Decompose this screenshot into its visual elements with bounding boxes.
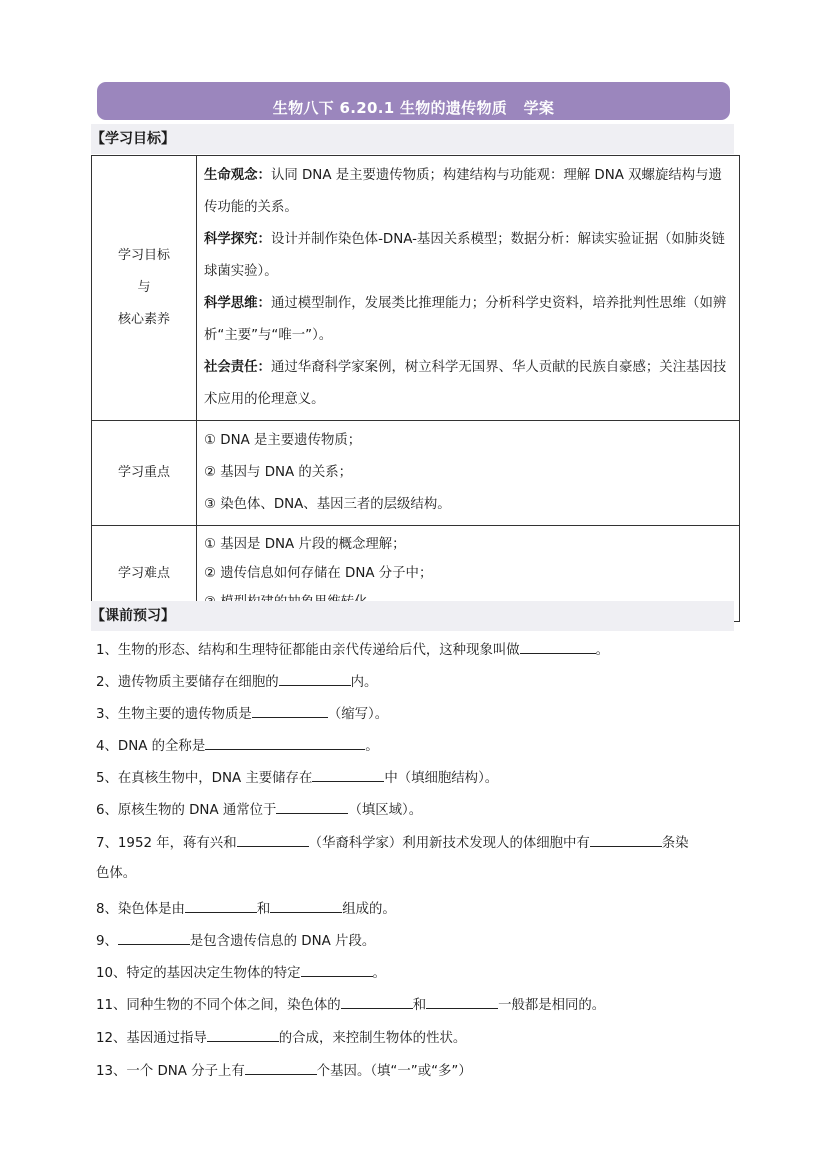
answer-blank[interactable] bbox=[276, 799, 348, 814]
answer-blank[interactable] bbox=[118, 930, 190, 945]
question-10: 10、特定的基因决定生物体的特定 。 bbox=[96, 962, 386, 984]
label-line: 与 bbox=[137, 280, 151, 295]
page-title: 生物八下 6.20.1 生物的遗传物质 学案 bbox=[272, 99, 555, 117]
key-point-item: ③ 染色体、DNA、基因三者的层级结构。 bbox=[204, 497, 451, 512]
key-points-content bbox=[197, 421, 740, 526]
answer-blank[interactable] bbox=[245, 1060, 317, 1075]
question-9: 9、 是包含遗传信息的 DNA 片段。 bbox=[96, 930, 375, 952]
goals-row-key-points bbox=[92, 421, 740, 526]
question-2: 2、遗传物质主要储存在细胞的 内。 bbox=[96, 671, 377, 693]
question-3: 3、生物主要的遗传物质是 （缩写）。 bbox=[96, 703, 388, 725]
answer-blank[interactable] bbox=[279, 671, 351, 686]
answer-blank[interactable] bbox=[426, 994, 498, 1009]
question-8: 8、染色体是由 和 组成的。 bbox=[96, 898, 396, 920]
objective-item: 生命观念：认同 DNA 是主要遗传物质；构建结构与功能观：理解 DNA 双螺旋结构与遗传功能的关系。 bbox=[204, 168, 722, 215]
question-5: 5、在真核生物中，DNA 主要储存在 中（填细胞结构）。 bbox=[96, 767, 498, 789]
answer-blank[interactable] bbox=[520, 639, 596, 654]
question-6: 6、原核生物的 DNA 通常位于 （填区域）。 bbox=[96, 799, 422, 821]
objectives-label bbox=[92, 156, 197, 421]
objectives-content bbox=[197, 156, 740, 421]
answer-blank[interactable] bbox=[341, 994, 413, 1009]
objective-item: 社会责任：通过华裔科学家案例，树立科学无国界、华人贡献的民族自豪感；关注基因技术应用的伦理意义。 bbox=[204, 360, 727, 407]
answer-blank[interactable] bbox=[301, 962, 373, 977]
label-line: 学习目标 bbox=[117, 248, 170, 263]
difficulty-item: ① 基因是 DNA 片段的概念理解； bbox=[204, 537, 406, 552]
question-7-continued: 色体。 bbox=[96, 866, 137, 881]
question-4: 4、DNA 的全称是 。 bbox=[96, 735, 379, 757]
question-13: 13、一个 DNA 分子上有 个基因。（填“一”或“多”） bbox=[96, 1060, 472, 1082]
objective-item: 科学探究：设计并制作染色体-DNA-基因关系模型；数据分析：解读实验证据（如肺炎链球菌实验）。 bbox=[204, 232, 725, 279]
key-point-item: ② 基因与 DNA 的关系； bbox=[204, 465, 352, 480]
answer-blank[interactable] bbox=[185, 898, 257, 913]
answer-blank[interactable] bbox=[252, 703, 328, 718]
title-bar bbox=[97, 82, 730, 120]
question-11: 11、同种生物的不同个体之间，染色体的 和 一般都是相同的。 bbox=[96, 994, 605, 1016]
goals-table bbox=[91, 155, 740, 622]
goals-section-header: 【学习目标】 bbox=[91, 124, 734, 154]
answer-blank[interactable] bbox=[270, 898, 342, 913]
key-points-label: 学习重点 bbox=[92, 421, 197, 526]
label-line: 核心素养 bbox=[117, 312, 170, 327]
answer-blank[interactable] bbox=[205, 735, 365, 750]
answer-blank[interactable] bbox=[590, 832, 662, 847]
difficulty-item: ② 遗传信息如何存储在 DNA 分子中； bbox=[204, 566, 433, 581]
question-12: 12、基因通过指导 的合成，来控制生物体的性状。 bbox=[96, 1027, 466, 1049]
question-1: 1、生物的形态、结构和生理特征都能由亲代传递给后代，这种现象叫做 。 bbox=[96, 639, 609, 661]
objective-item: 科学思维：通过模型制作，发展类比推理能力；分析科学史资料，培养批判性思维（如辨析“主要”与“唯一”）。 bbox=[204, 296, 727, 343]
answer-blank[interactable] bbox=[237, 832, 309, 847]
question-7: 7、1952 年，蒋有兴和 （华裔科学家）利用新技术发现人的体细胞中有 条染 bbox=[96, 832, 689, 854]
answer-blank[interactable] bbox=[207, 1027, 279, 1042]
preview-section-header: 【课前预习】 bbox=[91, 601, 734, 631]
difficulties-label: 学习难点 bbox=[92, 526, 197, 622]
key-point-item: ① DNA 是主要遗传物质； bbox=[204, 433, 362, 448]
answer-blank[interactable] bbox=[312, 767, 384, 782]
goals-row-objectives bbox=[92, 156, 740, 421]
